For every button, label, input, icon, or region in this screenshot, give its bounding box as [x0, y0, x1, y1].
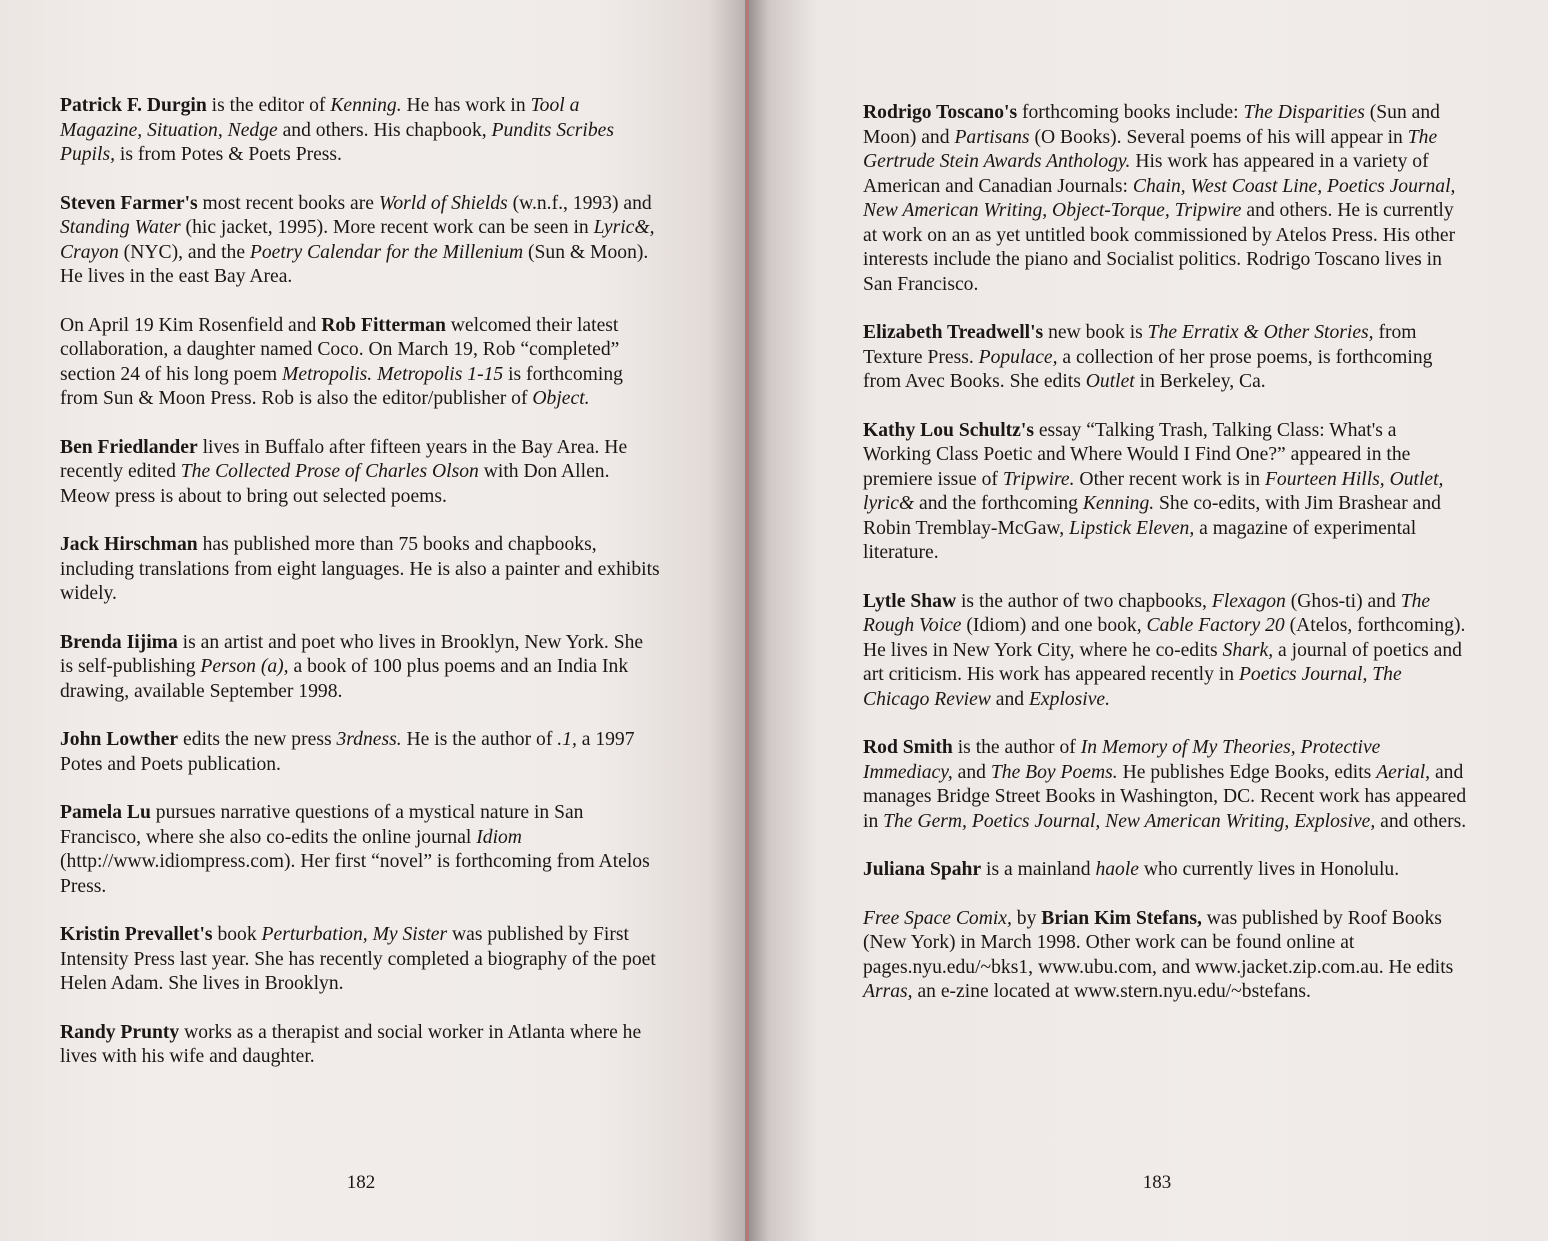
publication-title: World of Shields — [378, 192, 508, 214]
publication-title: Shark, — [1222, 639, 1274, 661]
publication-title: .1, — [557, 729, 577, 750]
left-page — [0, 0, 745, 1241]
note-text: a 1997 Potes and Poets publication. — [60, 729, 635, 775]
note-text: most recent books are — [197, 192, 379, 214]
page-number-right: 183 — [1142, 1172, 1172, 1193]
note-text: (Ghos-ti) and — [1285, 590, 1401, 612]
note-text: new book is — [1043, 322, 1148, 343]
publication-title: Arras, — [863, 981, 913, 1002]
publication-title: 3rdness. — [336, 729, 402, 750]
contributor-name: Brian Kim Stefans, — [1041, 907, 1202, 929]
note-text: (Sun & Moon). He lives in the east Bay Area. — [60, 241, 649, 287]
contributor-name: Brenda Iijima — [60, 631, 178, 653]
publication-title: Flexagon — [1211, 590, 1286, 612]
contributor-name: Rob Fitterman — [321, 314, 446, 336]
publication-title: Aerial, — [1376, 761, 1431, 783]
note-text: and — [952, 761, 991, 783]
note-text: a book of 100 plus poems and an India Ink drawing, available September 1998. — [60, 656, 629, 702]
contributor-note — [60, 436, 660, 510]
note-text: is a mainland — [981, 859, 1096, 880]
note-text: He publishes Edge Books, edits — [1117, 761, 1377, 783]
contributor-name: Juliana Spahr — [863, 859, 982, 880]
publication-title: Explosive. — [1028, 688, 1111, 710]
note-text: She co-edits, with Jim Brashear and Robin Tremblay-McGaw, — [863, 493, 1441, 539]
note-text: edits the new press — [178, 729, 337, 750]
publication-title: The Rough Voice — [863, 590, 1431, 636]
right-page — [745, 0, 1548, 1241]
note-text: and the forthcoming — [914, 493, 1083, 514]
contributor-name: Lytle Shaw — [863, 590, 957, 612]
note-text: Other recent work is in — [1074, 468, 1265, 490]
contributor-note — [60, 801, 660, 899]
contributor-note — [60, 631, 660, 705]
contributor-name: Jack Hirschman — [60, 534, 198, 555]
contributor-name: Elizabeth Treadwell's — [863, 322, 1044, 343]
note-text: lives in Buffalo after fifteen years in the Bay Area. He recently edited — [60, 436, 628, 482]
publication-title: Outlet — [1085, 371, 1135, 392]
note-text: was published by Roof Books (New York) in March 1998. Other work can be found online at pages.nyu.edu/~bks1, www.ubu.com, and www.jacket.zip.com.au. He edits — [863, 907, 1454, 978]
publication-title: The Disparities — [1243, 102, 1365, 123]
contributor-note — [60, 533, 660, 607]
note-text: He has work in — [401, 95, 531, 116]
contributor-name: Ben Friedlander — [60, 436, 198, 458]
note-text: and others. — [1375, 810, 1467, 832]
note-text: (NYC), and the — [118, 241, 250, 263]
publication-title: Poetics Journal, The Chicago Review — [863, 664, 1402, 710]
note-text: On April 19 Kim Rosenfield and — [60, 314, 322, 336]
publication-title: Kenning. — [330, 95, 402, 116]
note-text: works as a therapist and social worker in Atlanta where he lives with his wife and daughter. — [60, 1021, 642, 1067]
note-text: (w.n.f., 1993) and — [507, 192, 652, 214]
contributor-name: Steven Farmer's — [60, 192, 198, 214]
page-number-left: 182 — [346, 1172, 376, 1193]
contributor-note — [863, 321, 1468, 395]
contributor-name: Kathy Lou Schultz's — [863, 419, 1034, 441]
publication-title: Partisans — [954, 126, 1030, 148]
publication-title: Lipstick Eleven, — [1069, 517, 1195, 539]
note-text: and — [990, 688, 1029, 710]
note-text: is the editor of — [206, 95, 331, 116]
publication-title: Object. — [532, 388, 590, 409]
note-text: is the author of two chapbooks, — [956, 590, 1212, 612]
note-text: essay “Talking Trash, Talking Class: What's a Working Class Poetic and Where Would I Find One?” appeared in the premiere issue of — [863, 419, 1411, 490]
note-text: in Berkeley, Ca. — [1134, 371, 1266, 392]
note-text: is forthcoming from Sun & Moon Press. Rob is also the editor/publisher of — [60, 363, 623, 409]
publication-title: The Boy Poems. — [990, 761, 1118, 783]
left-page-contributor-notes — [60, 94, 660, 1094]
publication-title: Idiom — [476, 826, 522, 848]
publication-title: The Gertrude Stein Awards Anthology. — [863, 126, 1438, 172]
publication-title: The Erratix & Other Stories, — [1147, 322, 1374, 343]
publication-title: Chain, West Coast Line, Poetics Journal, New American Writing, Object-Torque, Tripwire — [863, 175, 1456, 221]
note-text: (Sun and Moon) and — [863, 102, 1440, 148]
note-text: (hic jacket, 1995). More recent work can be seen in — [180, 217, 594, 238]
publication-title: Poetry Calendar for the Millenium — [249, 241, 524, 263]
contributor-note — [863, 419, 1468, 566]
note-text: book — [212, 924, 262, 945]
publication-title: Fourteen Hills, Outlet, lyric& — [863, 468, 1444, 514]
binding-gutter — [746, 0, 749, 1241]
contributor-note — [863, 858, 1468, 883]
contributor-note — [60, 1021, 660, 1070]
contributor-note — [60, 923, 660, 997]
note-text: with Don Allen. Meow press is about to bring out selected poems. — [60, 461, 610, 507]
right-page-contributor-notes — [863, 101, 1468, 1029]
note-text: and others. He is currently at work on an as yet untitled book commissioned by Atelos Press. His other interests include the piano and Socialist politics. Rodrigo Toscano lives in San Francisco. — [863, 200, 1456, 295]
note-text: forthcoming books include: — [1017, 102, 1244, 123]
contributor-name: Rodrigo Toscano's — [863, 102, 1018, 123]
contributor-note — [863, 101, 1468, 297]
note-text: a collection of her prose poems, is forthcoming from Avec Books. She edits — [863, 346, 1433, 392]
note-text: pursues narrative questions of a mystical nature in San Francisco, where she also co-edits the online journal — [60, 802, 584, 848]
publication-title: Populace, — [978, 346, 1058, 368]
publication-title: The Collected Prose of Charles Olson — [180, 461, 479, 482]
contributor-name: Patrick F. Durgin — [60, 95, 207, 116]
publication-title: Perturbation, My Sister — [261, 924, 448, 945]
note-text: He is the author of — [401, 729, 558, 750]
note-text: is an artist and poet who lives in Brooklyn, New York. She is self-publishing — [60, 631, 644, 677]
publication-title: Person (a), — [200, 656, 289, 677]
note-text: welcomed their latest collaboration, a daughter named Coco. On March 19, Rob “completed” section 24 of his long poem — [60, 314, 620, 385]
contributor-name: Rod Smith — [863, 737, 953, 758]
note-text: is from Potes & Poets Press. — [114, 144, 342, 165]
note-text: and manages Bridge Street Books in Washington, DC. Recent work has appeared in — [863, 761, 1467, 832]
publication-title: Pundits Scribes Pupils, — [60, 119, 614, 165]
contributor-note — [60, 192, 660, 290]
publication-title: Free Space Comix, — [863, 907, 1012, 929]
note-text: from Texture Press. — [863, 322, 1417, 368]
publication-title: The Germ, Poetics Journal, New American Writing, Explosive, — [883, 810, 1376, 832]
publication-title: Standing Water — [60, 217, 181, 238]
note-text: (O Books). Several poems of his will appear in — [1029, 126, 1408, 148]
note-text: (Idiom) and one book, — [961, 615, 1147, 636]
contributor-note — [60, 728, 660, 777]
note-text: His work has appeared in a variety of American and Canadian Journals: — [863, 151, 1429, 197]
publication-title: Tripwire. — [1002, 468, 1075, 490]
publication-title: Cable Factory 20 — [1146, 615, 1285, 636]
note-text: (http://www.idiompress.com). Her first “novel” is forthcoming from Atelos Press. — [60, 851, 650, 897]
publication-title: Metropolis. Metropolis 1-15 — [282, 363, 504, 385]
publication-title: Tool a Magazine, Situation, Nedge — [60, 95, 580, 141]
contributor-note — [863, 907, 1468, 1005]
note-text: an e-zine located at www.stern.nyu.edu/~bstefans. — [912, 981, 1311, 1002]
note-text: was published by First Intensity Press last year. She has recently completed a biography of the poet Helen Adam. She lives in Brooklyn. — [60, 924, 656, 994]
note-text: who currently lives in Honolulu. — [1138, 859, 1400, 880]
note-text: a journal of poetics and art criticism. His work has appeared recently in — [863, 639, 1462, 685]
contributor-note — [863, 736, 1468, 834]
publication-title: Lyric&, Crayon — [60, 217, 655, 263]
publication-title: Kenning. — [1082, 493, 1155, 514]
contributor-note — [863, 590, 1468, 713]
contributor-note — [60, 94, 660, 168]
contributor-name: Kristin Prevallet's — [60, 924, 213, 945]
contributor-name: Pamela Lu — [60, 802, 151, 823]
note-text: (Atelos, forthcoming). He lives in New York City, where he co-edits — [863, 615, 1466, 661]
note-text: a magazine of experimental literature. — [863, 517, 1417, 563]
note-text: by — [1011, 907, 1042, 929]
note-text: and others. His chapbook, — [277, 119, 492, 141]
contributor-name: Randy Prunty — [60, 1021, 180, 1043]
note-text: has published more than 75 books and chapbooks, including translations from eight languages. He is also a painter and exhibits widely. — [60, 534, 660, 604]
note-text: is the author of — [952, 737, 1081, 758]
contributor-name: John Lowther — [60, 729, 179, 750]
contributor-note — [60, 314, 660, 412]
publication-title: haole — [1095, 859, 1139, 880]
publication-title: In Memory of My Theories, Protective Immediacy, — [863, 737, 1381, 783]
